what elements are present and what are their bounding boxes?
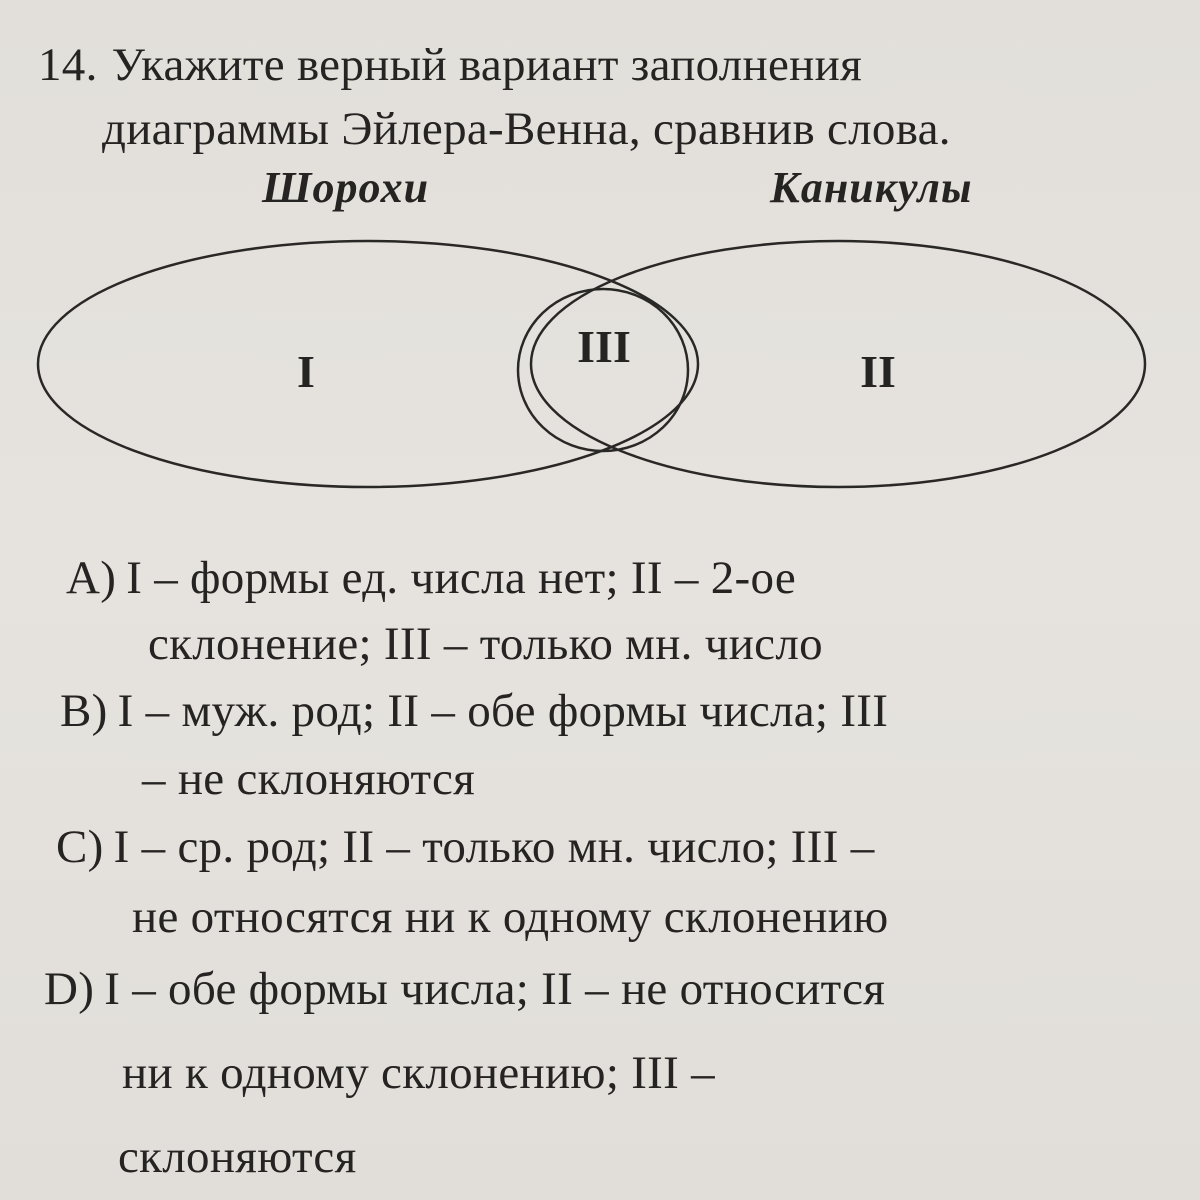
option-c-text-1: I – ср. род; II – только мн. число; III – bbox=[113, 821, 875, 873]
option-d-text-3: склоняются bbox=[118, 1131, 357, 1183]
option-b-text-2: – не склоняются bbox=[142, 753, 476, 805]
option-d-line-2 bbox=[122, 1047, 715, 1099]
question-text-2: диаграммы Эйлера-Венна, сравнив слова. bbox=[102, 103, 951, 155]
option-c-line-2 bbox=[132, 891, 889, 943]
option-d-line-3 bbox=[118, 1131, 357, 1183]
option-a-line-2 bbox=[148, 618, 823, 670]
option-c-letter: C) bbox=[56, 821, 104, 873]
option-b-text-1: I – муж. род; II – обе формы числа; III bbox=[117, 685, 889, 737]
option-b-letter: B) bbox=[60, 685, 108, 737]
word-right: Каникулы bbox=[770, 163, 973, 212]
venn-label-left: I bbox=[297, 346, 315, 397]
option-a-text-2: склонение; III – только мн. число bbox=[148, 618, 823, 670]
option-d-line-1 bbox=[44, 963, 886, 1015]
option-c-line-1 bbox=[56, 821, 875, 873]
option-a-letter: A) bbox=[66, 552, 117, 604]
venn-label-right: II bbox=[860, 346, 896, 397]
option-c-text-2: не относятся ни к одному склонению bbox=[132, 891, 889, 943]
option-a-text-1: I – формы ед. числа нет; II – 2-ое bbox=[126, 552, 796, 604]
option-d-text-2: ни к одному склонению; III – bbox=[122, 1047, 715, 1099]
option-d-text-1: I – обе формы числа; II – не относится bbox=[104, 963, 886, 1015]
venn-label-center: III bbox=[577, 321, 631, 372]
option-a-line-1 bbox=[66, 552, 796, 604]
option-d-letter: D) bbox=[44, 963, 95, 1015]
question-number: 14. bbox=[38, 39, 98, 91]
question-text-1: Укажите верный вариант заполнения bbox=[111, 39, 862, 91]
option-b-line-2 bbox=[142, 753, 476, 805]
option-b-line-1 bbox=[60, 685, 889, 737]
word-left: Шорохи bbox=[262, 163, 430, 212]
